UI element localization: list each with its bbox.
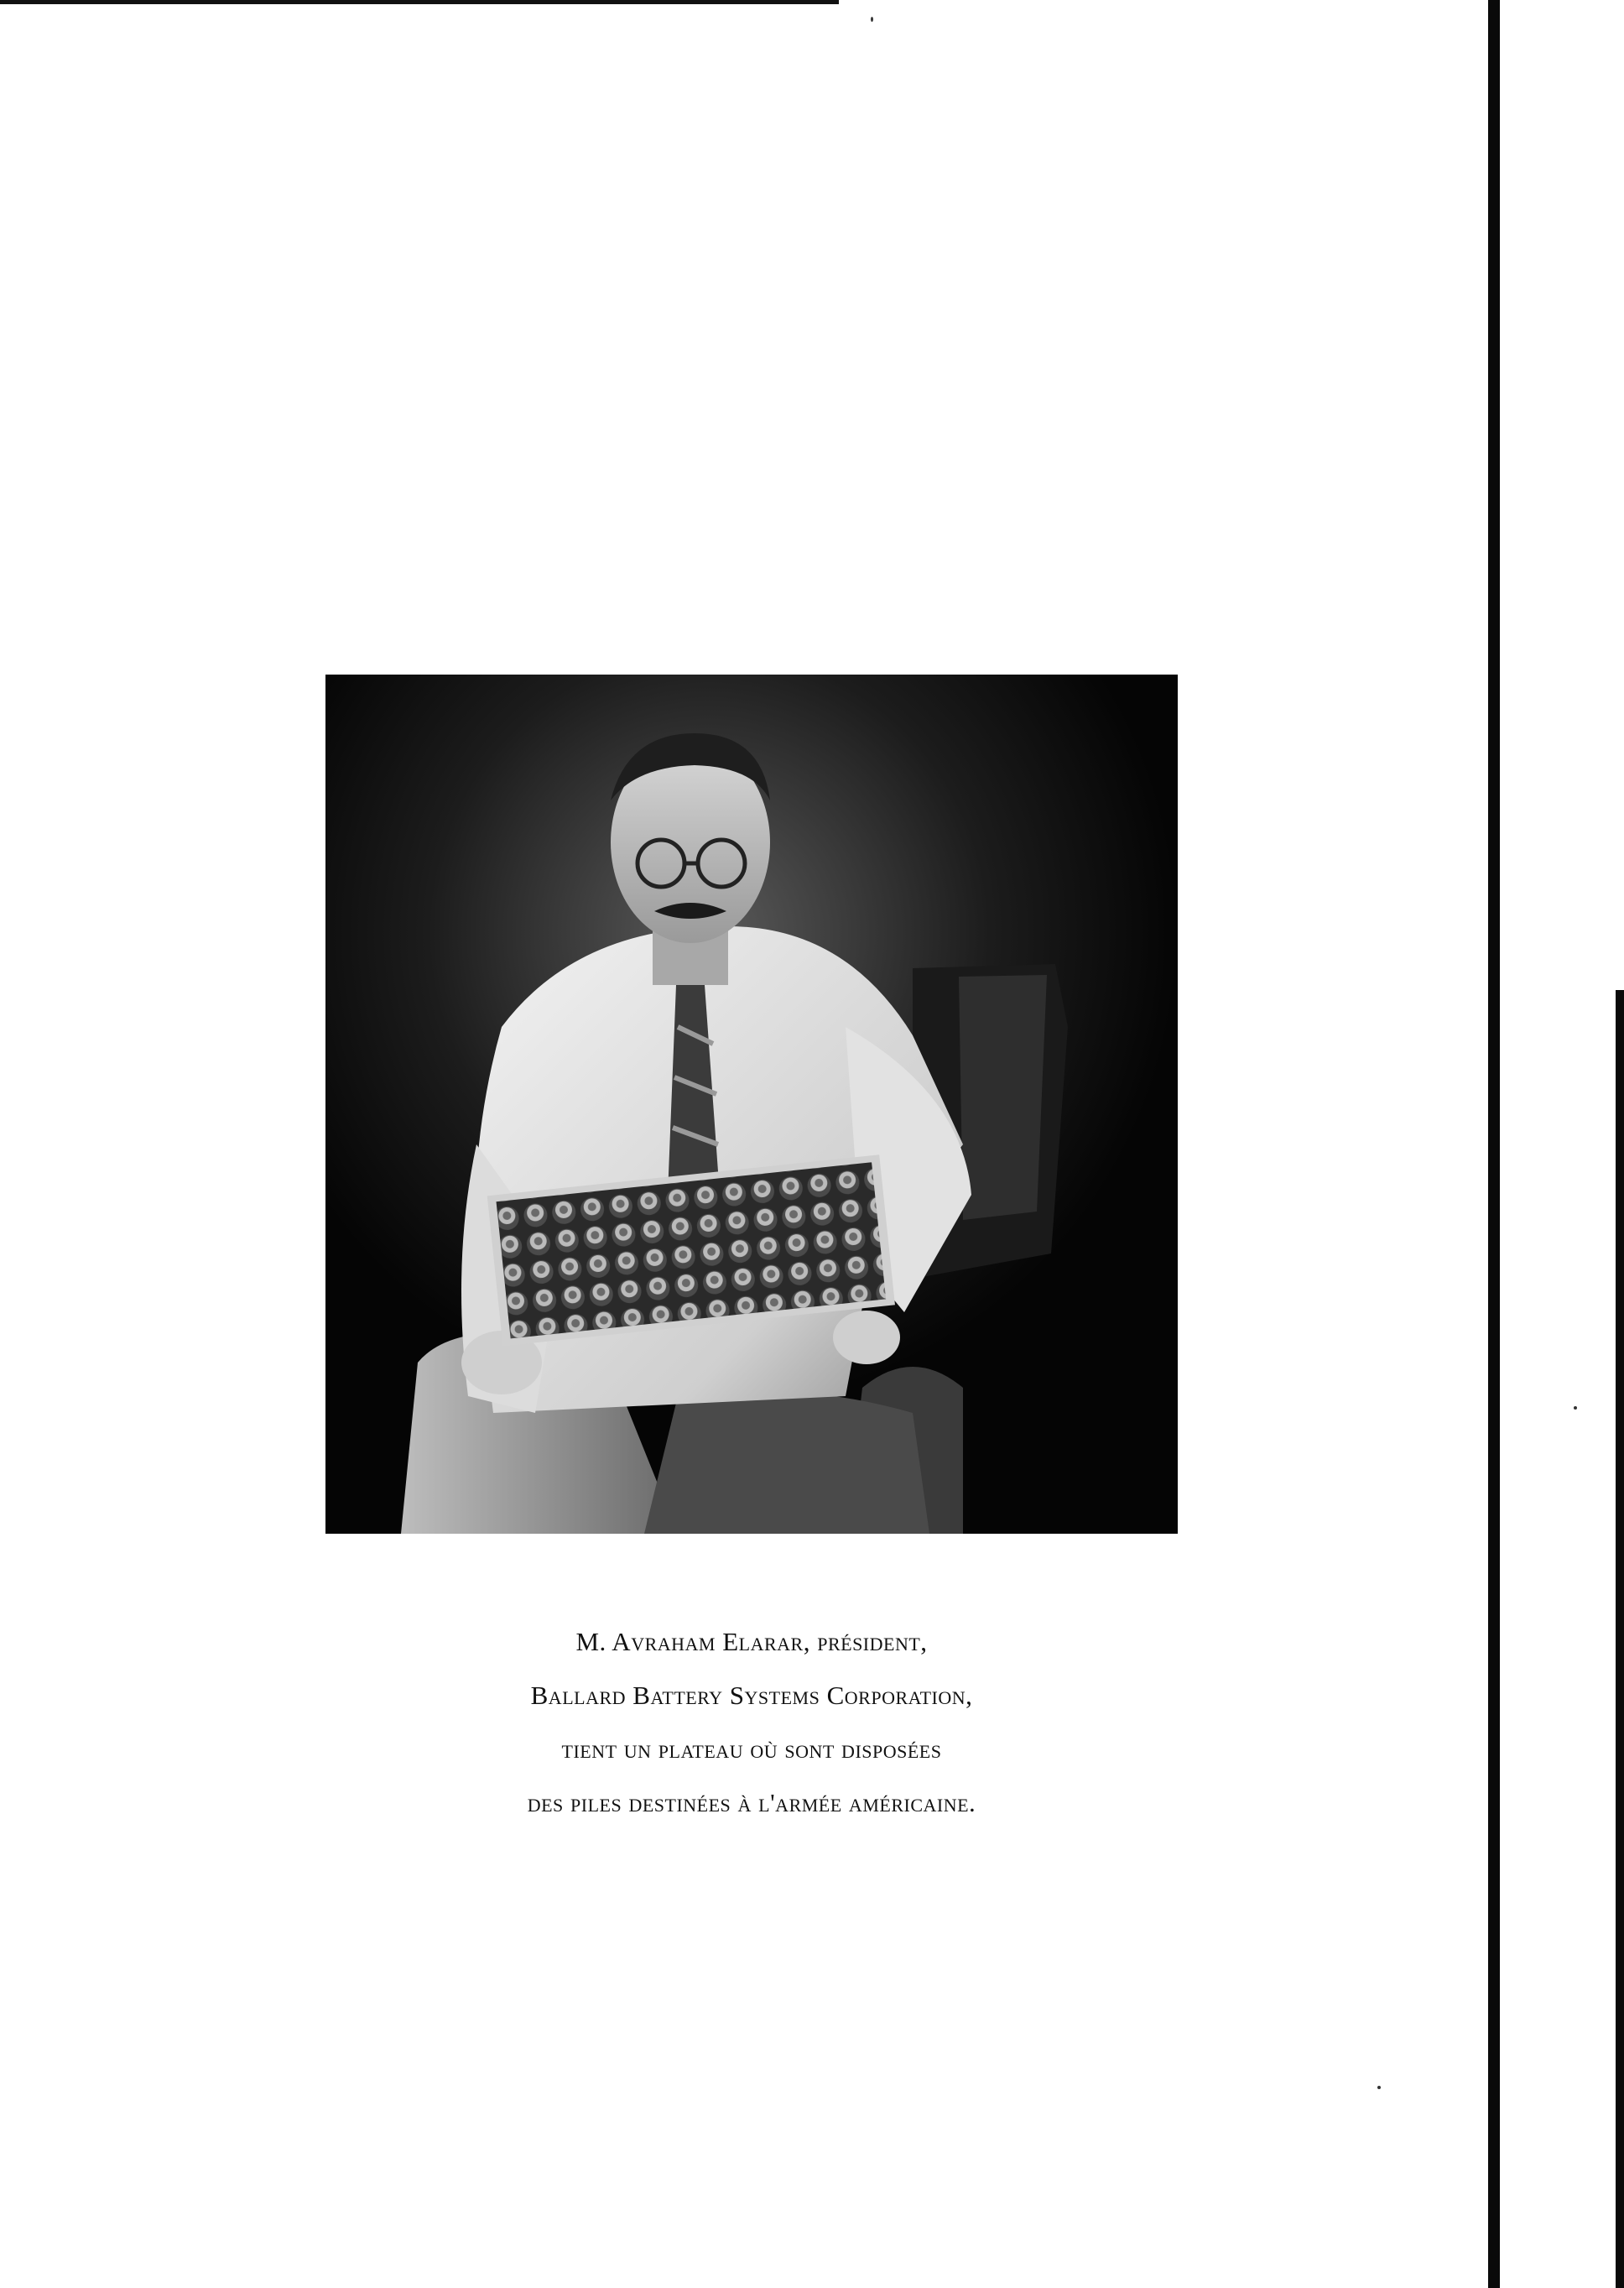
scan-speck	[871, 17, 873, 22]
portrait-photo-image	[325, 675, 1178, 1534]
photo-caption	[0, 1615, 1503, 1830]
scan-edge-bar	[1488, 0, 1500, 2288]
scan-speck	[1574, 1406, 1577, 1410]
portrait-photo	[325, 675, 1178, 1534]
caption-line: M. Avraham Elarar, président,	[575, 1627, 928, 1656]
caption-line: des piles destinées à l'armée américaine.	[527, 1788, 976, 1817]
scan-edge-bar-outer	[1616, 990, 1624, 2288]
caption-line: Ballard Battery Systems Corporation,	[530, 1681, 973, 1710]
scan-speck	[1377, 2086, 1381, 2089]
scan-top-rule	[0, 0, 839, 4]
caption-line: tient un plateau où sont disposées	[561, 1734, 942, 1764]
